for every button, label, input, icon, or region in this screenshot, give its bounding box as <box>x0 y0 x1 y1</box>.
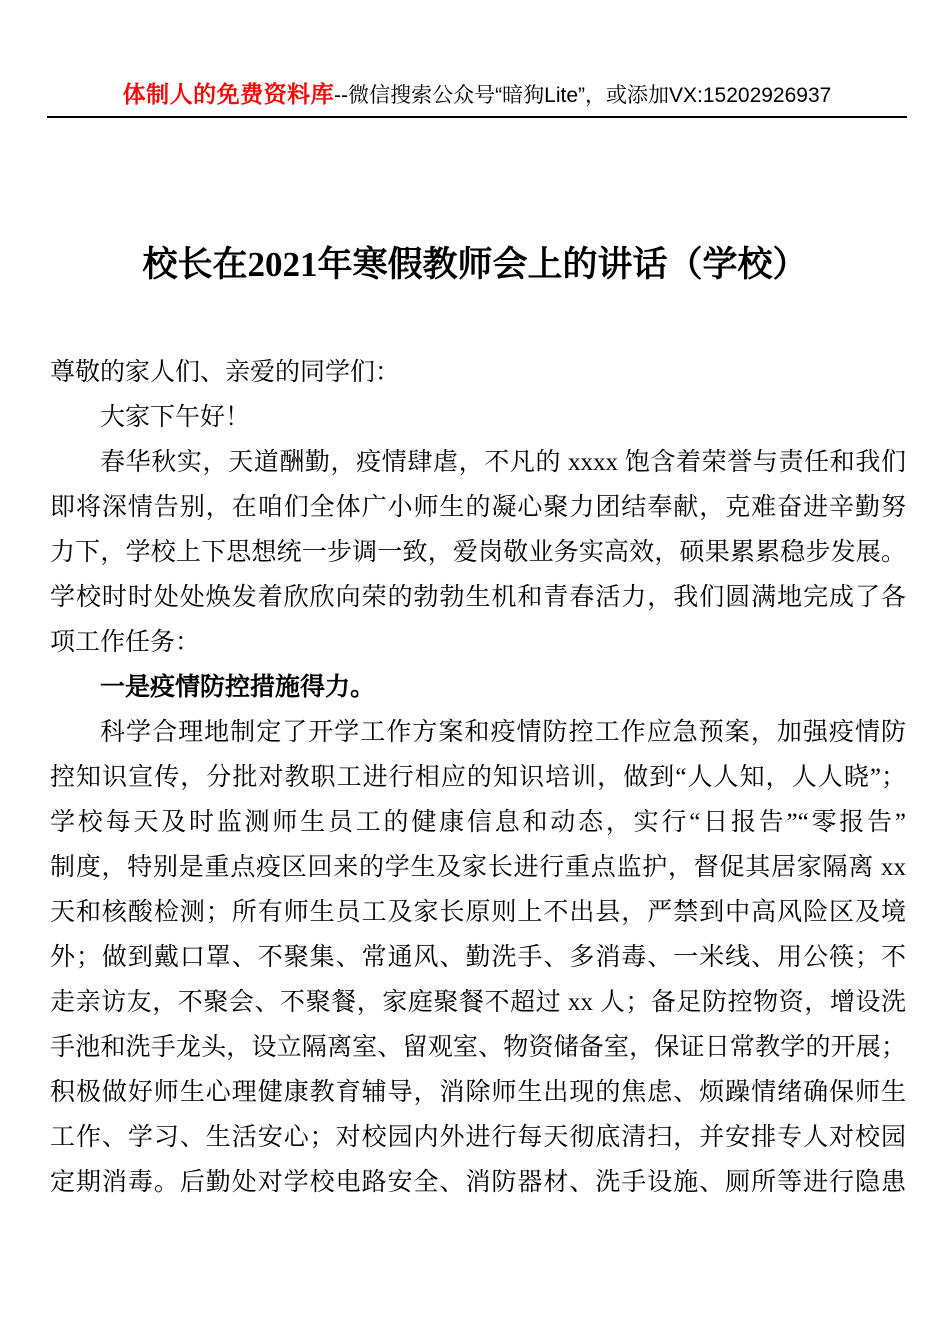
intro-paragraph-line: 即将深情告别，在咱们全体广小师生的凝心聚力团结奉献，克难奋进辛勤努 <box>50 494 906 521</box>
salutation-line: 尊敬的家人们、亲爱的同学们： <box>50 359 401 386</box>
intro-paragraph-line: 学校时时处处焕发着欣欣向荣的勃勃生机和青春活力，我们圆满地完成了各 <box>50 584 906 611</box>
intro-paragraph-line: 项工作任务： <box>50 629 201 656</box>
brand-name: 体制人的免费资料库 <box>122 81 335 107</box>
intro-paragraph <box>50 440 906 665</box>
intro-paragraph-line: 春华秋实，天道酬勤，疫情肆虐，不凡的 xxxx 饱含着荣誉与责任和我们 <box>100 449 906 476</box>
measures-paragraph-line: 定期消毒。后勤处对学校电路安全、消防器材、洗手设施、厕所等进行隐患 <box>50 1169 906 1196</box>
measures-paragraph-line: 制度，特别是重点疫区回来的学生及家长进行重点监护，督促其居家隔离 xx <box>50 854 906 881</box>
measures-paragraph-line: 手池和洗手龙头，设立隔离室、留观室、物资储备室，保证日常教学的开展； <box>50 1034 906 1061</box>
section-heading: 一是疫情防控措施得力。 <box>100 673 376 701</box>
measures-paragraph-line: 控知识宣传，分批对教职工进行相应的知识培训，做到“人人知，人人晓”； <box>50 764 906 791</box>
intro-paragraph-line: 力下，学校上下思想统一步调一致，爱岗敬业务实高效，硕果累累稳步发展。 <box>50 539 906 566</box>
header-banner <box>47 76 907 118</box>
header-tagline: --微信搜索公众号“暗狗Lite”，或添加VX:15202926937 <box>334 84 832 107</box>
measures-paragraph <box>50 710 906 1205</box>
measures-paragraph-line: 积极做好师生心理健康教育辅导，消除师生出现的焦虑、烦躁情绪确保师生 <box>50 1079 906 1106</box>
document-body <box>50 350 906 1205</box>
measures-paragraph-line: 工作、学习、生活安心；对校园内外进行每天彻底清扫，并安排专人对校园 <box>50 1124 906 1151</box>
measures-paragraph-line: 科学合理地制定了开学工作方案和疫情防控工作应急预案，加强疫情防 <box>100 719 906 746</box>
measures-paragraph-line: 学校每天及时监测师生员工的健康信息和动态，实行“日报告”“零报告” <box>50 809 906 836</box>
document-title: 校长在2021年寒假教师会上的讲话（学校） <box>142 245 808 284</box>
measures-paragraph-line: 走亲访友，不聚会、不聚餐，家庭聚餐不超过 xx 人；备足防控物资，增设洗 <box>50 989 906 1016</box>
measures-paragraph-line: 外；做到戴口罩、不聚集、常通风、勤洗手、多消毒、一米线、用公筷；不 <box>50 944 906 971</box>
measures-paragraph-line: 天和核酸检测；所有师生员工及家长原则上不出县，严禁到中高风险区及境 <box>50 899 906 926</box>
greeting-line: 大家下午好！ <box>100 404 251 431</box>
